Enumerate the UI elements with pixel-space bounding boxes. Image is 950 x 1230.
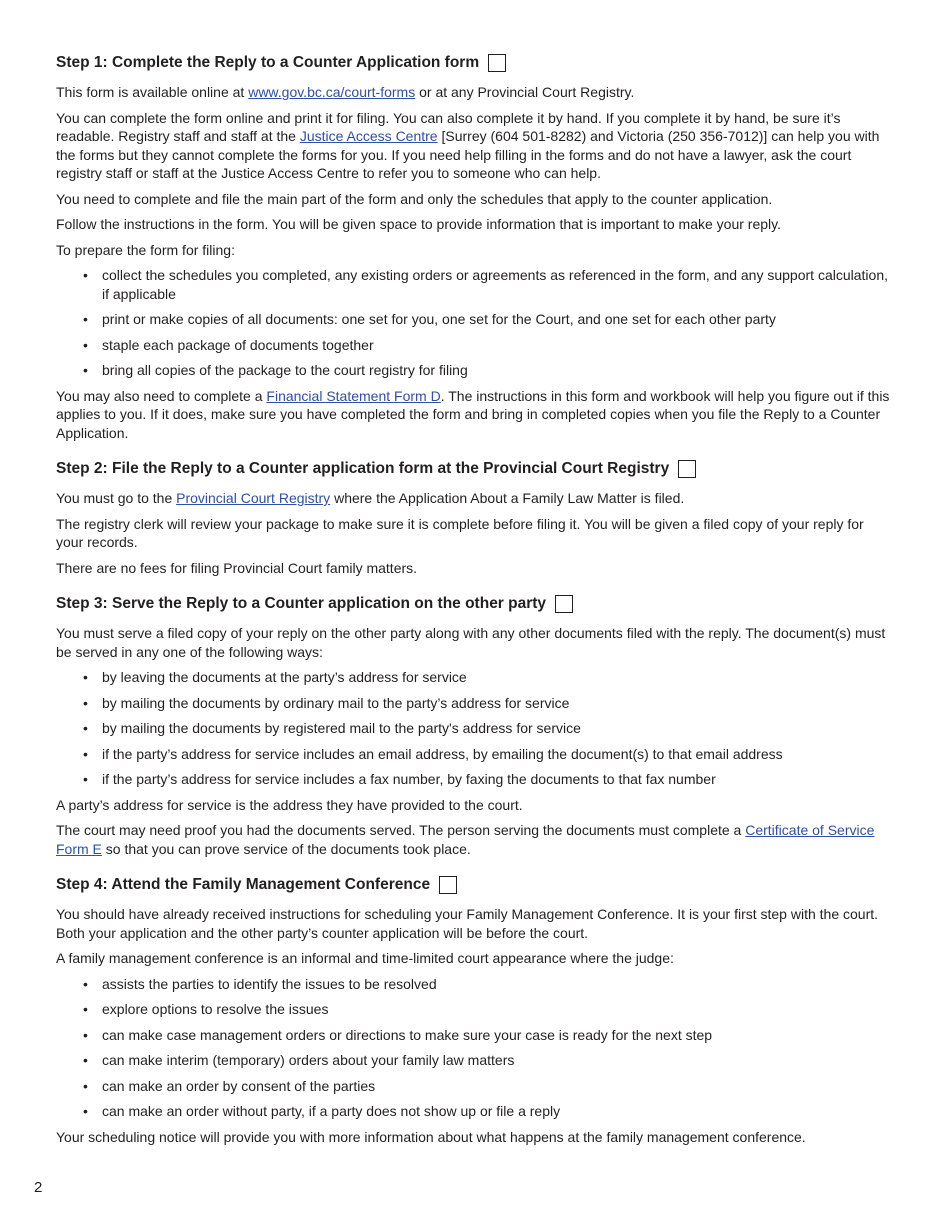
justice-access-centre-link[interactable]: Justice Access Centre (299, 128, 438, 144)
step-1-checkbox[interactable] (488, 54, 506, 72)
step-1-heading-text: Step 1: Complete the Reply to a Counter Application form (56, 54, 480, 71)
list-item: • by mailing the documents by ordinary mail to the party’s address for service (56, 694, 894, 713)
step-3-checkbox[interactable] (555, 595, 573, 613)
certificate-of-service-form-e-link[interactable]: Certificate of Service Form E (56, 822, 875, 857)
step-4-paragraph-2: A family management conference is an informal and time-limited court appearance where the judge: (56, 950, 674, 966)
step-1-paragraph-6: You may also need to complete a Financial Statement Form D. The instructions in this form and workbook will help you figure out if this applies to you. If it does, make sure you have completed the form and bring in completed copies when you file the Reply to a Counter Application. (56, 387, 890, 441)
step-4-heading-text: Step 4: Attend the Family Management Conference (56, 876, 431, 893)
step-2-checkbox[interactable] (678, 460, 696, 478)
list-item: • bring all copies of the package to the court registry for filing (56, 361, 894, 380)
list-item: • can make an order by consent of the parties (56, 1077, 894, 1096)
step-3-heading (56, 593, 894, 615)
step-2-paragraph-3: There are no fees for filing Provincial Court family matters. (56, 559, 418, 576)
list-item: • can make interim (temporary) orders about your family law matters (56, 1051, 894, 1070)
step-4-paragraph-3: Your scheduling notice will provide you with more information about what happens at the family management conference. (56, 1128, 806, 1145)
court-forms-link[interactable]: www.gov.bc.ca/court-forms (248, 84, 416, 100)
list-item: • by mailing the documents by registered mail to the party's address for service (56, 719, 894, 738)
document-page (56, 52, 894, 1153)
step-3-paragraph-3: The court may need proof you had the documents served. The person serving the documents must complete a Certificate of Service Form E so that you can prove service of the documents took place. (56, 822, 875, 857)
step-1-paragraph-3: You need to complete and file the main part of the form and only the schedules that apply to the counter application. (56, 190, 773, 207)
step-4-checkbox[interactable] (439, 876, 457, 894)
step-3-paragraph-1: You must serve a filed copy of your reply on the other party along with any other documents filed with the reply. The document(s) must be served in any one of the following ways: (56, 625, 886, 660)
step-2-heading-text: Step 2: File the Reply to a Counter application form at the Provincial Court Registry (56, 460, 670, 477)
step-2-section (56, 458, 894, 577)
step-1-section (56, 52, 894, 442)
step-4-bullet-list (56, 975, 894, 1121)
list-item: • explore options to resolve the issues (56, 1000, 894, 1019)
page-number: 2 (34, 1179, 43, 1196)
list-item: • print or make copies of all documents: one set for you, one set for the Court, and one set for each other party (56, 310, 894, 329)
step-1-paragraph-4: Follow the instructions in the form. You will be given space to provide information that is important to make your reply. (56, 216, 781, 232)
list-item: • by leaving the documents at the party’s address for service (56, 668, 894, 687)
step-3-bullet-list (56, 668, 894, 789)
list-item: • can make an order without party, if a party does not show up or file a reply (56, 1102, 894, 1121)
provincial-court-registry-link[interactable]: Provincial Court Registry (176, 490, 331, 506)
step-1-paragraph-1: This form is available online at www.gov.bc.ca/court-forms or at any Provincial Court Registry. (56, 84, 635, 100)
financial-statement-form-d-link[interactable]: Financial Statement Form D (266, 387, 441, 404)
list-item: • collect the schedules you completed, any existing orders or agreements as referenced in the form, and any support calculation, if applicable (56, 266, 894, 303)
step-1-bullet-list (56, 266, 894, 380)
step-3-heading-text: Step 3: Serve the Reply to a Counter application on the other party (56, 595, 547, 612)
step-1-paragraph-5: To prepare the form for filing: (56, 241, 235, 258)
list-item: • if the party’s address for service includes a fax number, by faxing the documents to that fax number (56, 770, 894, 789)
list-item: • if the party’s address for service includes an email address, by emailing the document(s) to that email address (56, 745, 894, 764)
list-item: • can make case management orders or directions to make sure your case is ready for the next step (56, 1026, 894, 1045)
step-3-section (56, 593, 894, 858)
step-4-heading (56, 874, 894, 896)
step-4-paragraph-1: You should have already received instructions for scheduling your Family Management Conference. It is your first step with the court. Both your application and the other party’s counter application will be before the court. (56, 906, 879, 941)
step-2-heading (56, 458, 894, 480)
step-4-section (56, 874, 894, 1146)
step-1-heading (56, 52, 894, 74)
step-1-paragraph-2: You can complete the form online and print it for filing. You can also complete it by hand. If you complete it by hand, be sure it’s readable. Registry staff and staff at the Justice Access Centre [Surrey (604 501-8282) and Victoria (250 356-7012)] can help you with the forms but they cannot complete the forms for you. If you need help filling in the forms and do not have a lawyer, ask the court registry staff or staff at the Justice Access Centre to refer you to someone who can help. (56, 109, 880, 181)
step-2-paragraph-1: You must go to the Provincial Court Registry where the Application About a Family Law Matter is filed. (56, 490, 685, 506)
step-3-paragraph-2: A party’s address for service is the address they have provided to the court. (56, 796, 523, 813)
step-2-paragraph-2: The registry clerk will review your package to make sure it is complete before filing it. You will be given a filed copy of your reply for your records. (56, 515, 864, 550)
list-item: • assists the parties to identify the issues to be resolved (56, 975, 894, 994)
list-item: • staple each package of documents together (56, 336, 894, 355)
